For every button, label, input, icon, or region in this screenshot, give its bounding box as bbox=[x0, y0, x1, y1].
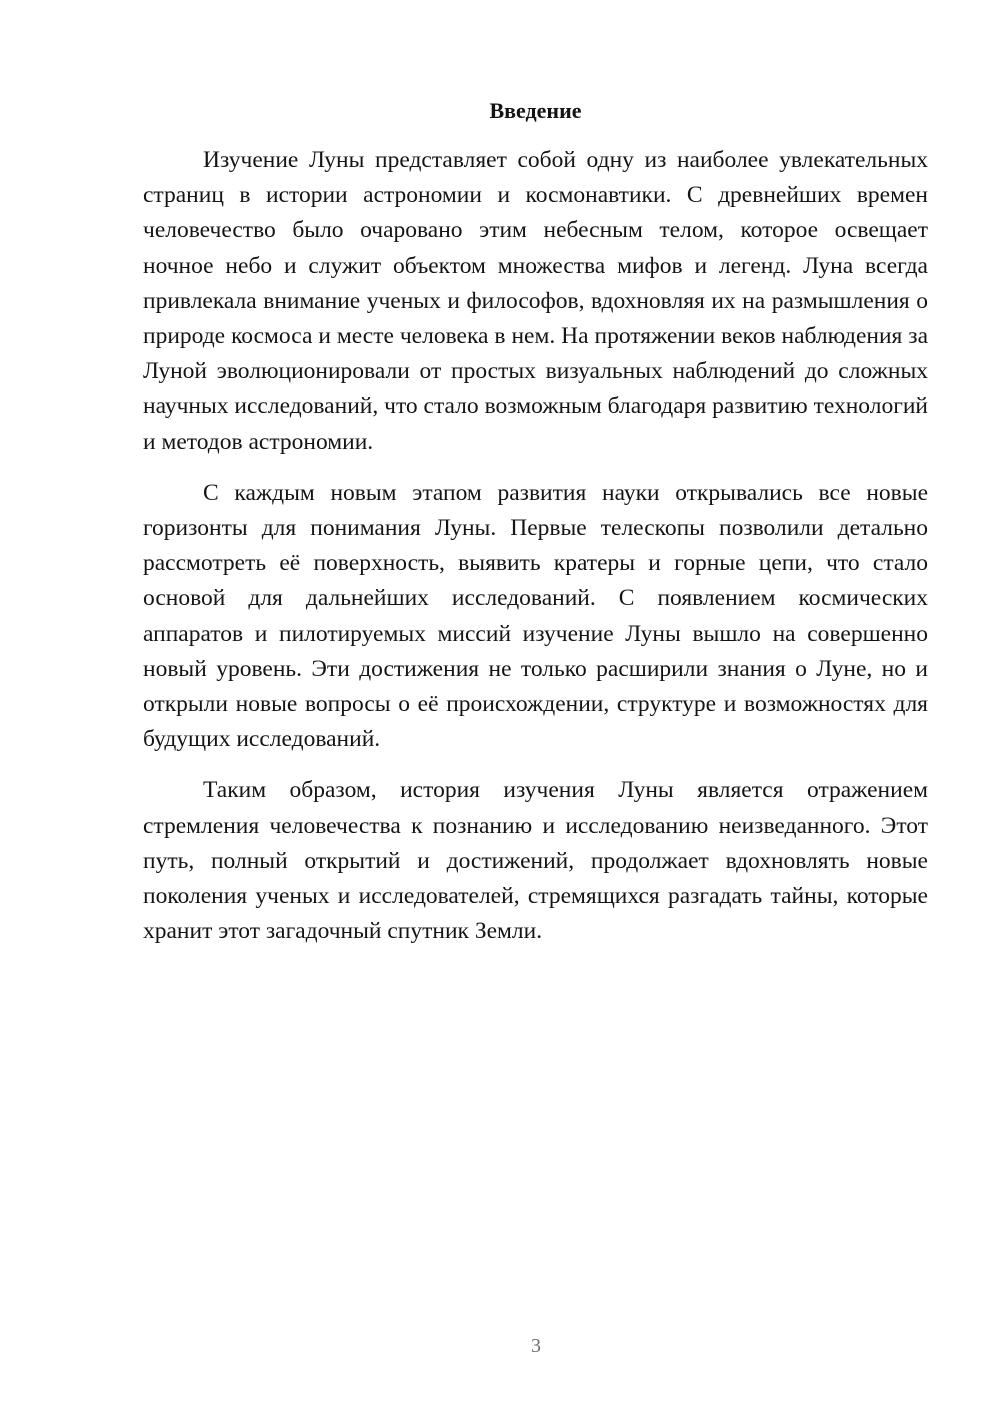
paragraph-2: С каждым новым этапом развития науки открывались все новые горизонты для понимания Луны. Первые телескопы позволили детально рассмотреть её поверхность, выявить кратеры и горные цепи, что стало основой для дальнейших исследований. С появлением космических аппаратов и пилотируемых миссий изучение Луны вышло на совершенно новый уровень. Эти достижения не только расширили знания о Луне, но и открыли новые вопросы о её происхождении, структуре и возможностях для будущих исследований. bbox=[143, 479, 928, 753]
page-number: 3 bbox=[531, 1335, 541, 1357]
paragraph-1: Изучение Луны представляет собой одну из наиболее увлекательных страниц в истории астрономии и космонавтики. С древнейших времен человечество было очаровано этим небесным телом, которое освещает ночное небо и служит объектом множества мифов и легенд. Луна всегда привлекала внимание ученых и философов, вдохновляя их на размышления о природе космоса и месте человека в нем. На протяжении веков наблюдения за Луной эволюционировали от простых визуальных наблюдений до сложных научных исследований, что стало возможным благодаря развитию технологий и методов астрономии. bbox=[143, 147, 928, 455]
paragraph-3: Таким образом, история изучения Луны является отражением стремления человечества к познанию и исследованию неизведанного. Этот путь, полный открытий и достижений, продолжает вдохновлять новые поколения ученых и исследователей, стремящихся разгадать тайны, которые хранит этот загадочный спутник Земли. bbox=[143, 777, 928, 945]
page-title: Введение bbox=[489, 98, 582, 123]
body-text bbox=[143, 143, 928, 965]
